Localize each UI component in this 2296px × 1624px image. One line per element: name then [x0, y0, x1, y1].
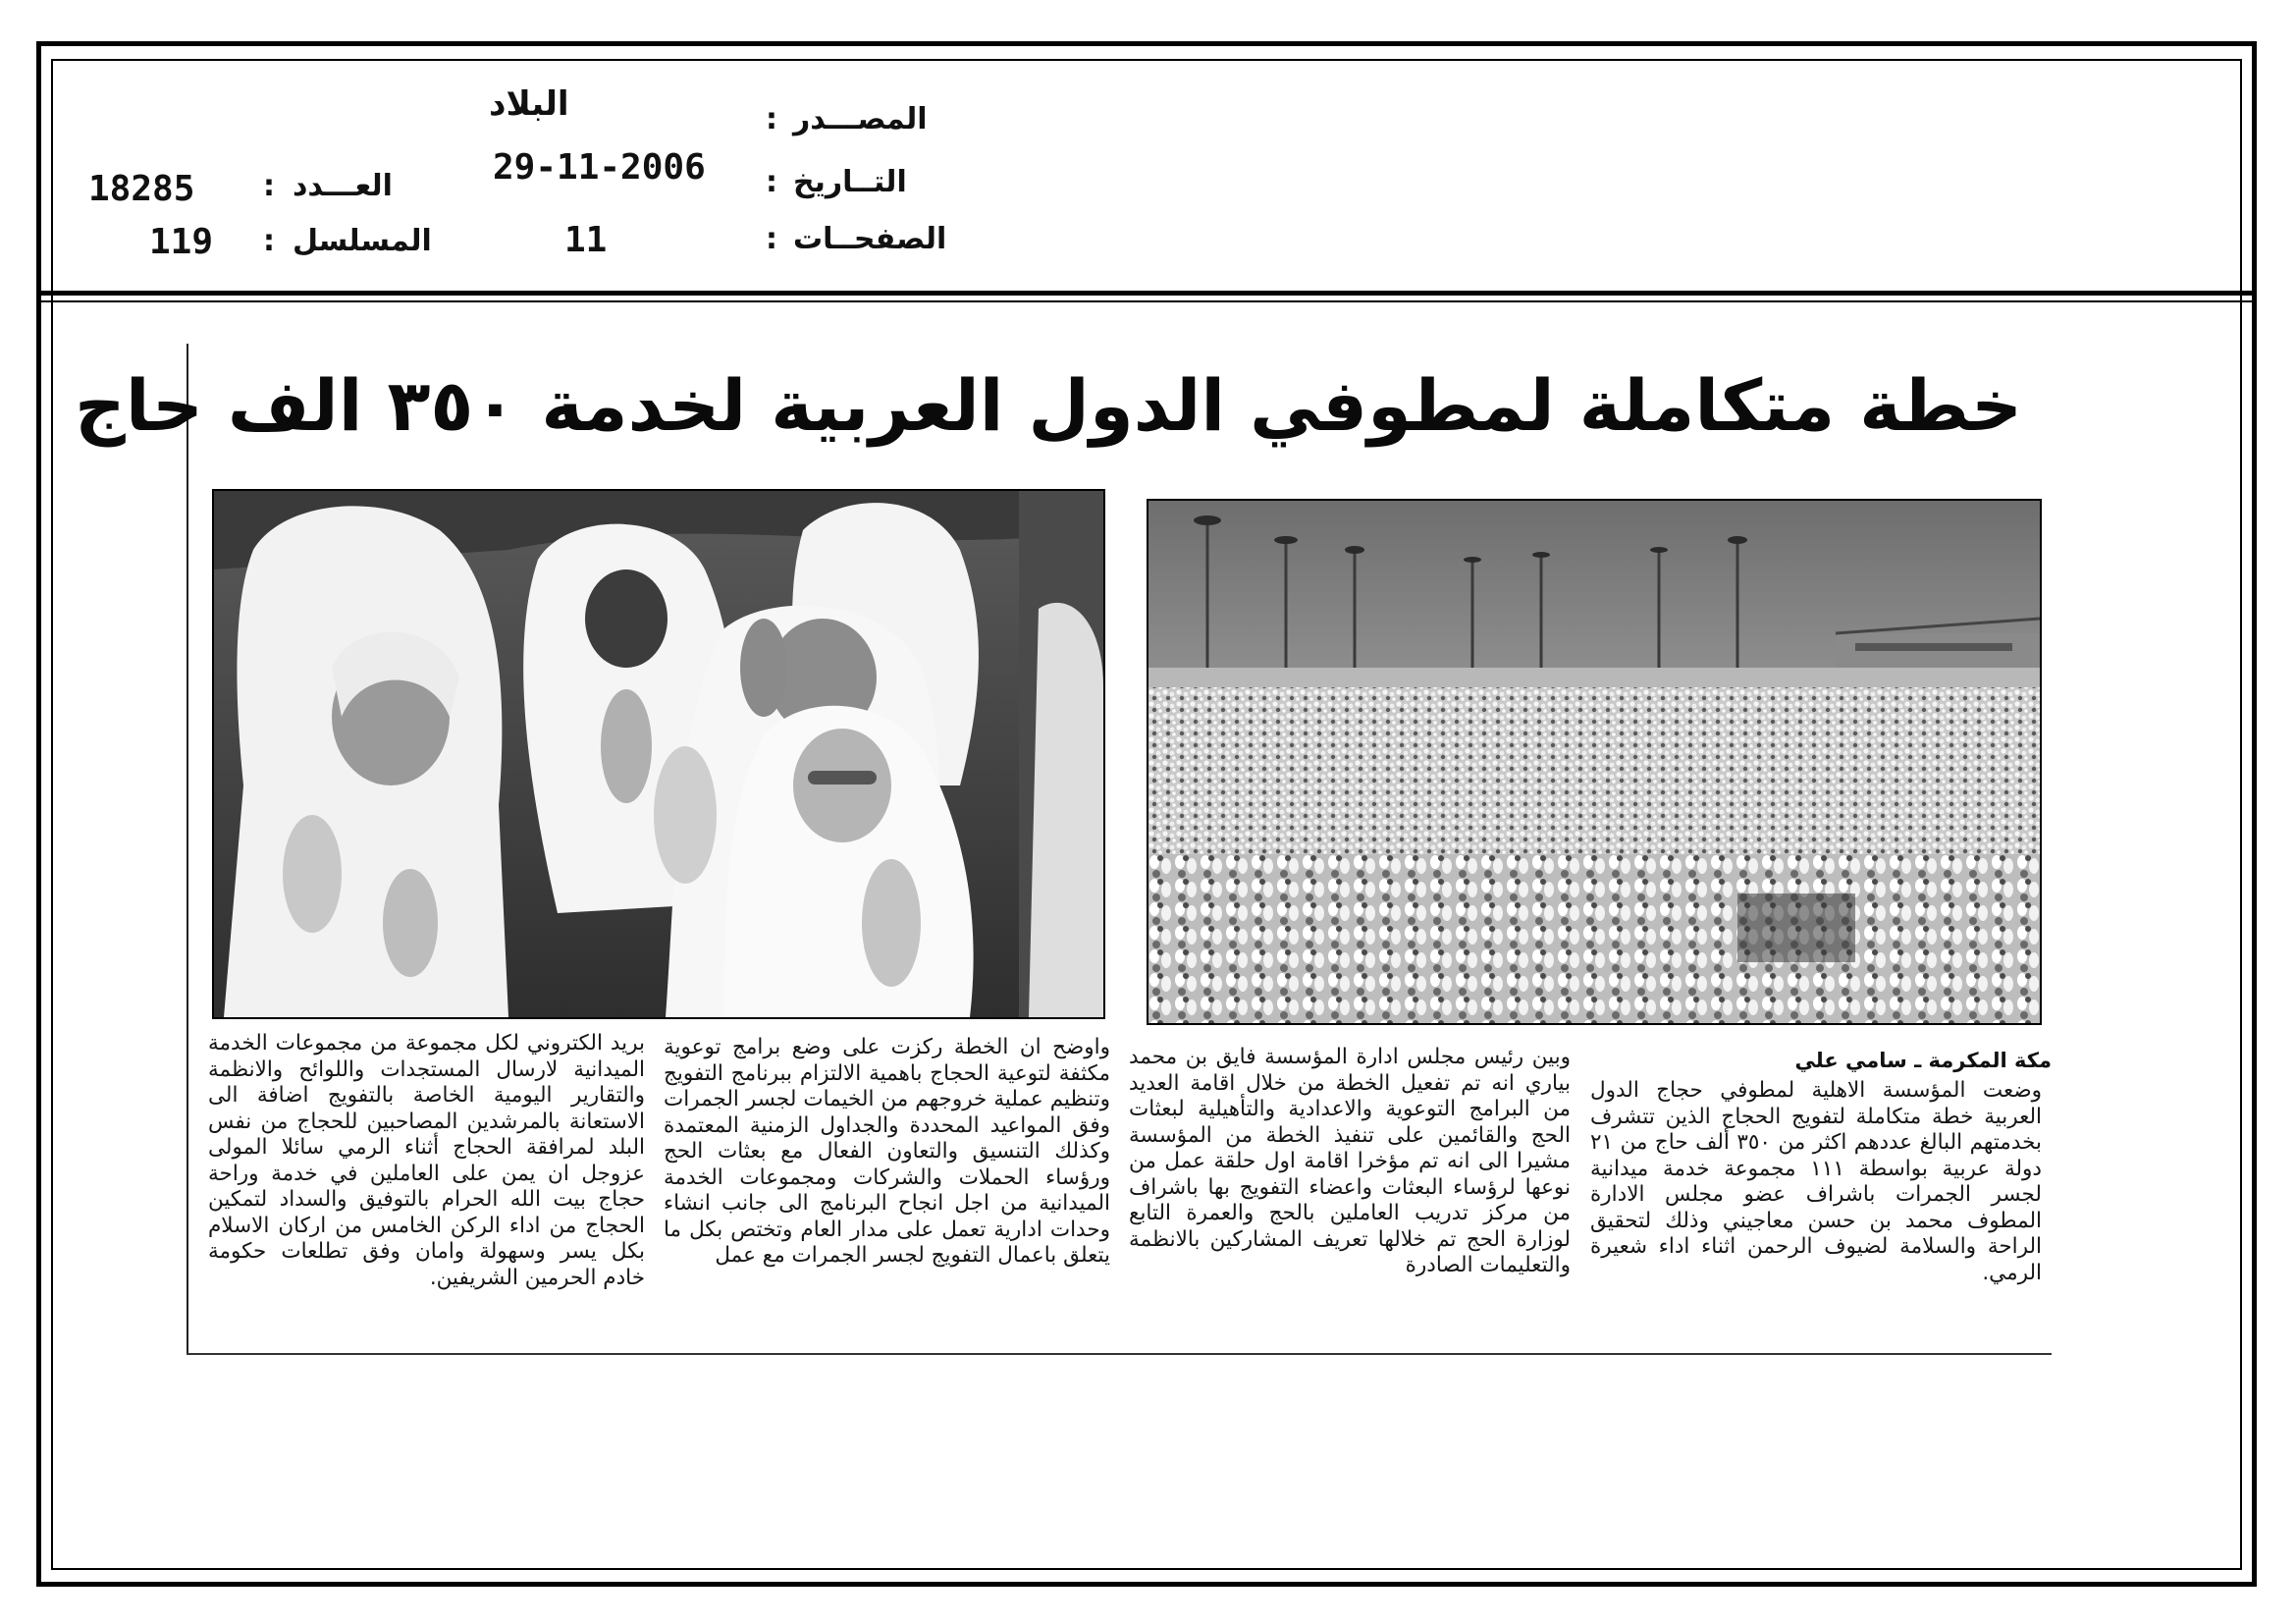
source-colon: : [766, 102, 777, 136]
pages-value: 11 [564, 220, 608, 260]
serial-label: المسلسل [293, 224, 432, 258]
issue-value: 18285 [88, 169, 195, 209]
pages-label: الصفحــات [793, 222, 947, 256]
date-value: 29-11-2006 [493, 147, 706, 188]
article-left-rule [187, 344, 188, 1355]
article-headline: خطة متكاملة لمطوفي الدول العربية لخدمة ٣٥٠ الف حاج [75, 364, 2022, 447]
photo-caption: مكة المكرمة ـ سامي علي [1794, 1049, 2052, 1072]
photo-pilgrims-praying [212, 489, 1105, 1019]
serial-value: 119 [149, 222, 214, 262]
column-4-text: بريد الكتروني لكل مجموعة من مجموعات الخدمة الميدانية لارسال المستجدات واللوائح والانظمة والتقارير اليومية الخاصة بالتفويج اضافة الى الاستعانة بالمرشدين المصاحبين للحجاج من نفس البلد لمرافقة الحجاج أثناء الرمي سائلا المولى عزوجل ان يمن على العاملين في خدمة وراحة حجاج بيت الله الحرام بالتوفيق والسداد لتمكين الحجاج من اداء الركن الخامس من اركان الاسلام بكل يسر وسهولة وامان وفق تطلعات حكومة خادم الحرمين الشريفين. [208, 1031, 645, 1290]
article-column-1 [1590, 1078, 2042, 1286]
column-3-text: واوضح ان الخطة ركزت على وضع برامج توعوية مكثفة لتوعية الحجاج باهمية الالتزام ببرنامج التفويج وتنظيم عملية خروجهم من الخيمات لجسر الجمرات وفق المواعيد المحددة والجداول الزمنية المعتمدة وكذلك التنسيق والتعاون الفعال مع بعثات الحج ورؤساء الحملات والشركات ومجموعات الخدمة الميدانية من اجل انجاح البرنامج الى جانب انشاء وحدات ادارية تعمل على مدار العام وتختص بكل ما يتعلق باعمال التفويج لجسر الجمرات مع عمل [664, 1035, 1110, 1268]
column-1-text: وضعت المؤسسة الاهلية لمطوفي حجاج الدول العربية خطة متكاملة لتفويج الحجاج الذين تتشرف بخدمتهم البالغ عددهم اكثر من ٣٥٠ ألف حاج من ٢١ دولة عربية بواسطة ١١١ مجموعة خدمة ميدانية لجسر الجمرات باشراف عضو مجلس الادارة المطوف محمد بن حسن معاجيني وذلك لتحقيق الراحة والسلامة لضيوف الرحمن اثناء اداء شعيرة الرمي. [1590, 1078, 2042, 1285]
issue-label: العـــدد [293, 169, 393, 203]
serial-colon: : [263, 224, 275, 258]
article-bottom-rule [187, 1353, 2052, 1355]
date-label: التــاريخ [793, 165, 907, 199]
photo-crowd-jamarat [1147, 499, 2042, 1025]
pages-colon: : [766, 222, 777, 256]
article-column-2 [1129, 1045, 1571, 1279]
article-column-4 [208, 1031, 645, 1291]
source-value: البلاد [489, 84, 569, 124]
article-column-3 [664, 1035, 1110, 1270]
issue-colon: : [263, 169, 275, 203]
date-colon: : [766, 165, 777, 199]
header-divider [36, 291, 2257, 302]
column-2-text: وبين رئيس مجلس ادارة المؤسسة فايق بن محمد بياري انه تم تفعيل الخطة من خلال اقامة العديد من البرامج التوعوية والاعدادية والتأهيلية لبعثات الحج والقائمين على تنفيذ الخطة من المؤسسة مشيرا الى انه تم مؤخرا اقامة اول حلقة عمل من نوعها لرؤساء البعثات واعضاء التفويج بها باشراف من مركز تدريب العاملين بالحج والعمرة التابع لوزارة الحج تم خلالها تعريف المشاركين بالانظمة والتعليمات الصادرة [1129, 1045, 1571, 1277]
source-label: المصـــدر [793, 102, 928, 136]
